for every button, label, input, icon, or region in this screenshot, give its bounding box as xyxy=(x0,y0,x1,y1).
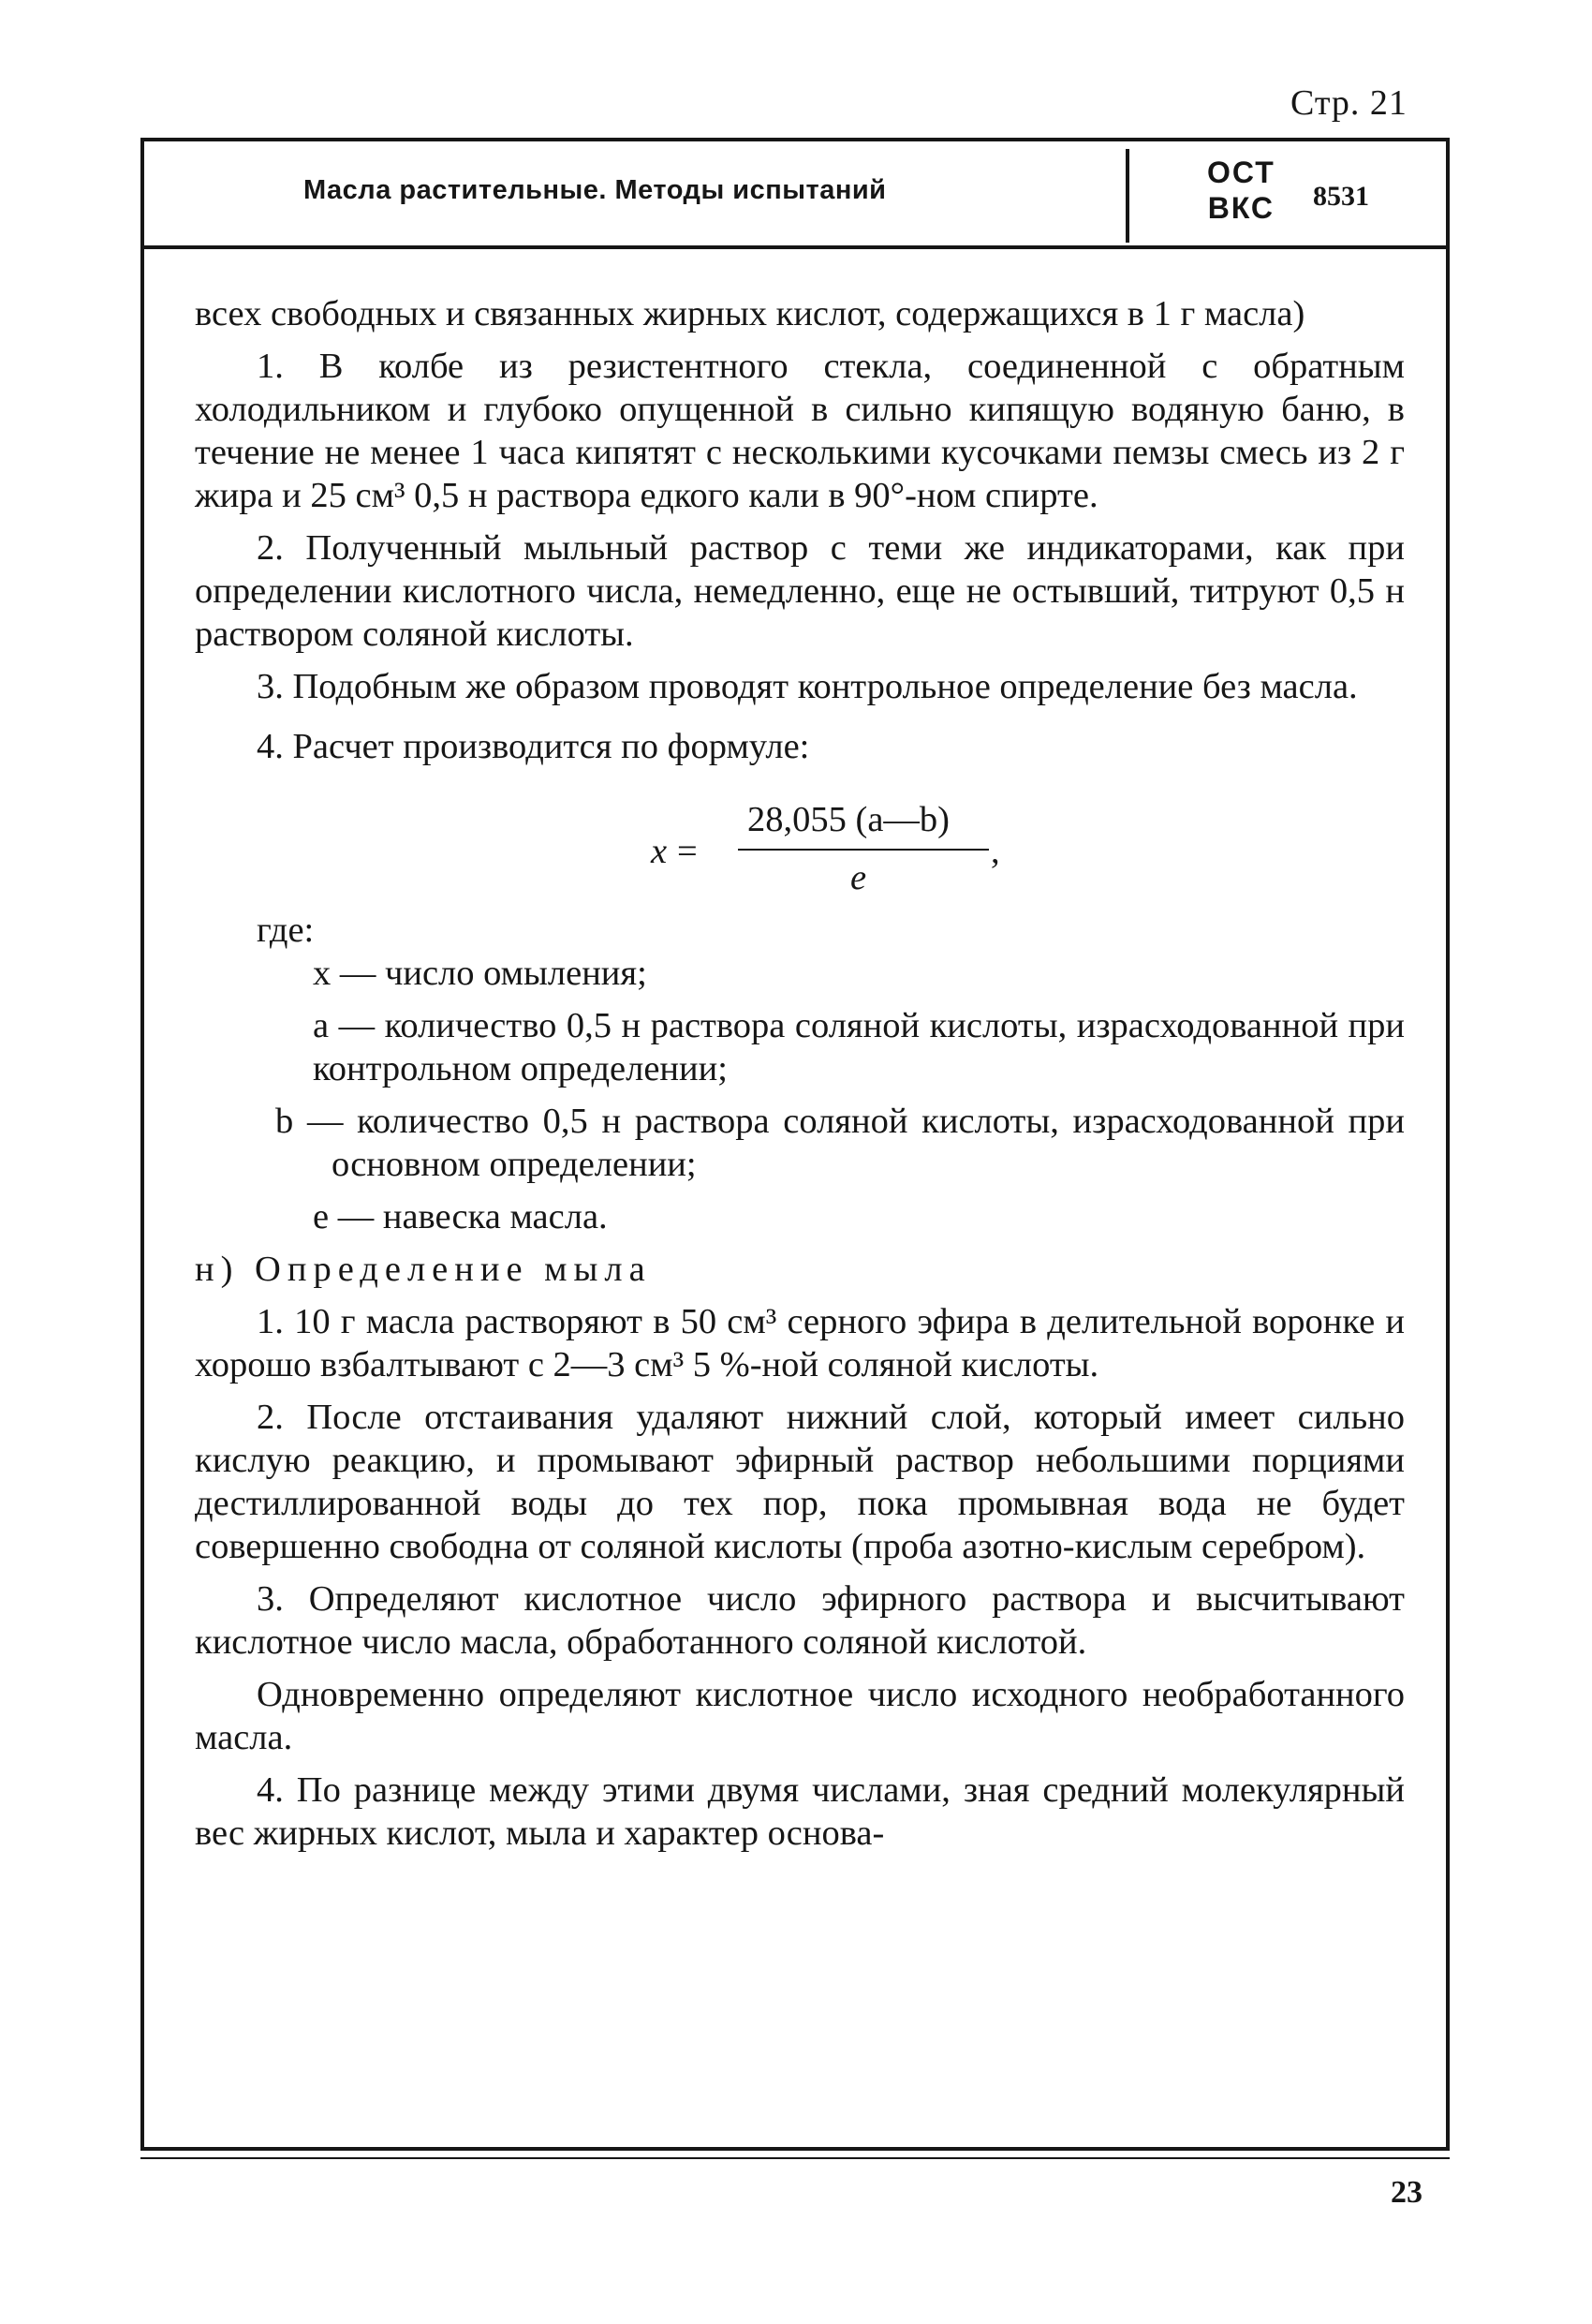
fraction-bar xyxy=(738,849,989,851)
header-code-number: 8531 xyxy=(1313,181,1369,212)
bottom-rule xyxy=(140,2147,1450,2151)
formula-equals: = xyxy=(677,832,698,871)
document-body xyxy=(195,292,1405,1864)
formula-numerator: 28,055 (a—b) xyxy=(747,800,950,839)
paragraph: 1. 10 г масла растворяют в 50 см³ серного эфира в делительной воронке и хорошо взбалтывают с 2—3 см³ 5 %-ной соляной кислоты. xyxy=(195,1302,1405,1384)
paragraph: 4. Расчет производится по формуле: xyxy=(257,727,810,766)
paragraph: 1. В колбе из резистентного стекла, соединенной с обратным холодильником и глубоко опущенной в сильно кипящую водяную баню, в течение не менее 1 часа кипятят с несколькими кусочками пемзы смесь из 2 г жира и 25 см³ 0,5 н раствора едкого кали в 90°-ном спирте. xyxy=(195,347,1405,515)
definition-item: b — количество 0,5 н раствора соляной кислоты, израсходованной при основном определении; xyxy=(275,1102,1405,1184)
definition-item: a — количество 0,5 н раствора соляной кислоты, израсходованной при контрольном определении; xyxy=(313,1006,1405,1088)
section-title: н) Определение мыла xyxy=(195,1250,652,1289)
formula-comma: , xyxy=(991,832,1000,871)
header-title: Масла растительные. Методы испытаний xyxy=(303,175,887,205)
paragraph: 3. Подобным же образом проводят контрольное определение без масла. xyxy=(257,667,1358,706)
paragraph: всех свободных и связанных жирных кислот, содержащихся в 1 г масла) xyxy=(195,294,1305,333)
document-header xyxy=(144,141,1446,249)
header-divider xyxy=(1126,149,1129,243)
paragraph: 3. Определяют кислотное число эфирного раствора и высчитывают кислотное число масла, обработанного соляной кислотой. xyxy=(195,1579,1405,1662)
header-code-top: ОСТ xyxy=(1207,155,1275,189)
formula-lhs: x xyxy=(651,832,668,871)
header-code-bottom: ВКС xyxy=(1207,191,1275,225)
definition-item: x — число омыления; xyxy=(313,954,647,993)
page-number: 23 xyxy=(1391,2175,1422,2210)
paragraph: 4. По разнице между этими двумя числами, зная средний молекулярный вес жирных кислот, мыла и характер основа- xyxy=(195,1770,1405,1853)
paragraph: 2. Полученный мыльный раствор с теми же индикаторами, как при определении кислотного числа, немедленно, еще не остывший, титруют 0,5 н раствором соляной кислоты. xyxy=(195,528,1405,654)
definitions-list xyxy=(257,952,1405,1238)
paragraph: 2. После отстаивания удаляют нижний слой, который имеет сильно кислую реакцию, и промывают эфирный раствор небольшими порциями дестиллированной воды до тех пор, пока промывная вода не будет совершенно свободна от соляной кислоты (проба азотно-кислым серебром). xyxy=(195,1398,1405,1566)
formula xyxy=(195,792,1405,905)
page-label: Стр. 21 xyxy=(1290,83,1408,123)
formula-denominator: e xyxy=(850,858,867,897)
bottom-rule-thin xyxy=(140,2157,1450,2159)
definition-item: e — навеска масла. xyxy=(313,1197,608,1236)
header-code xyxy=(1207,155,1275,226)
paragraph: Одновременно определяют кислотное число исходного необработанного масла. xyxy=(195,1675,1405,1757)
where-label: где: xyxy=(257,910,315,950)
